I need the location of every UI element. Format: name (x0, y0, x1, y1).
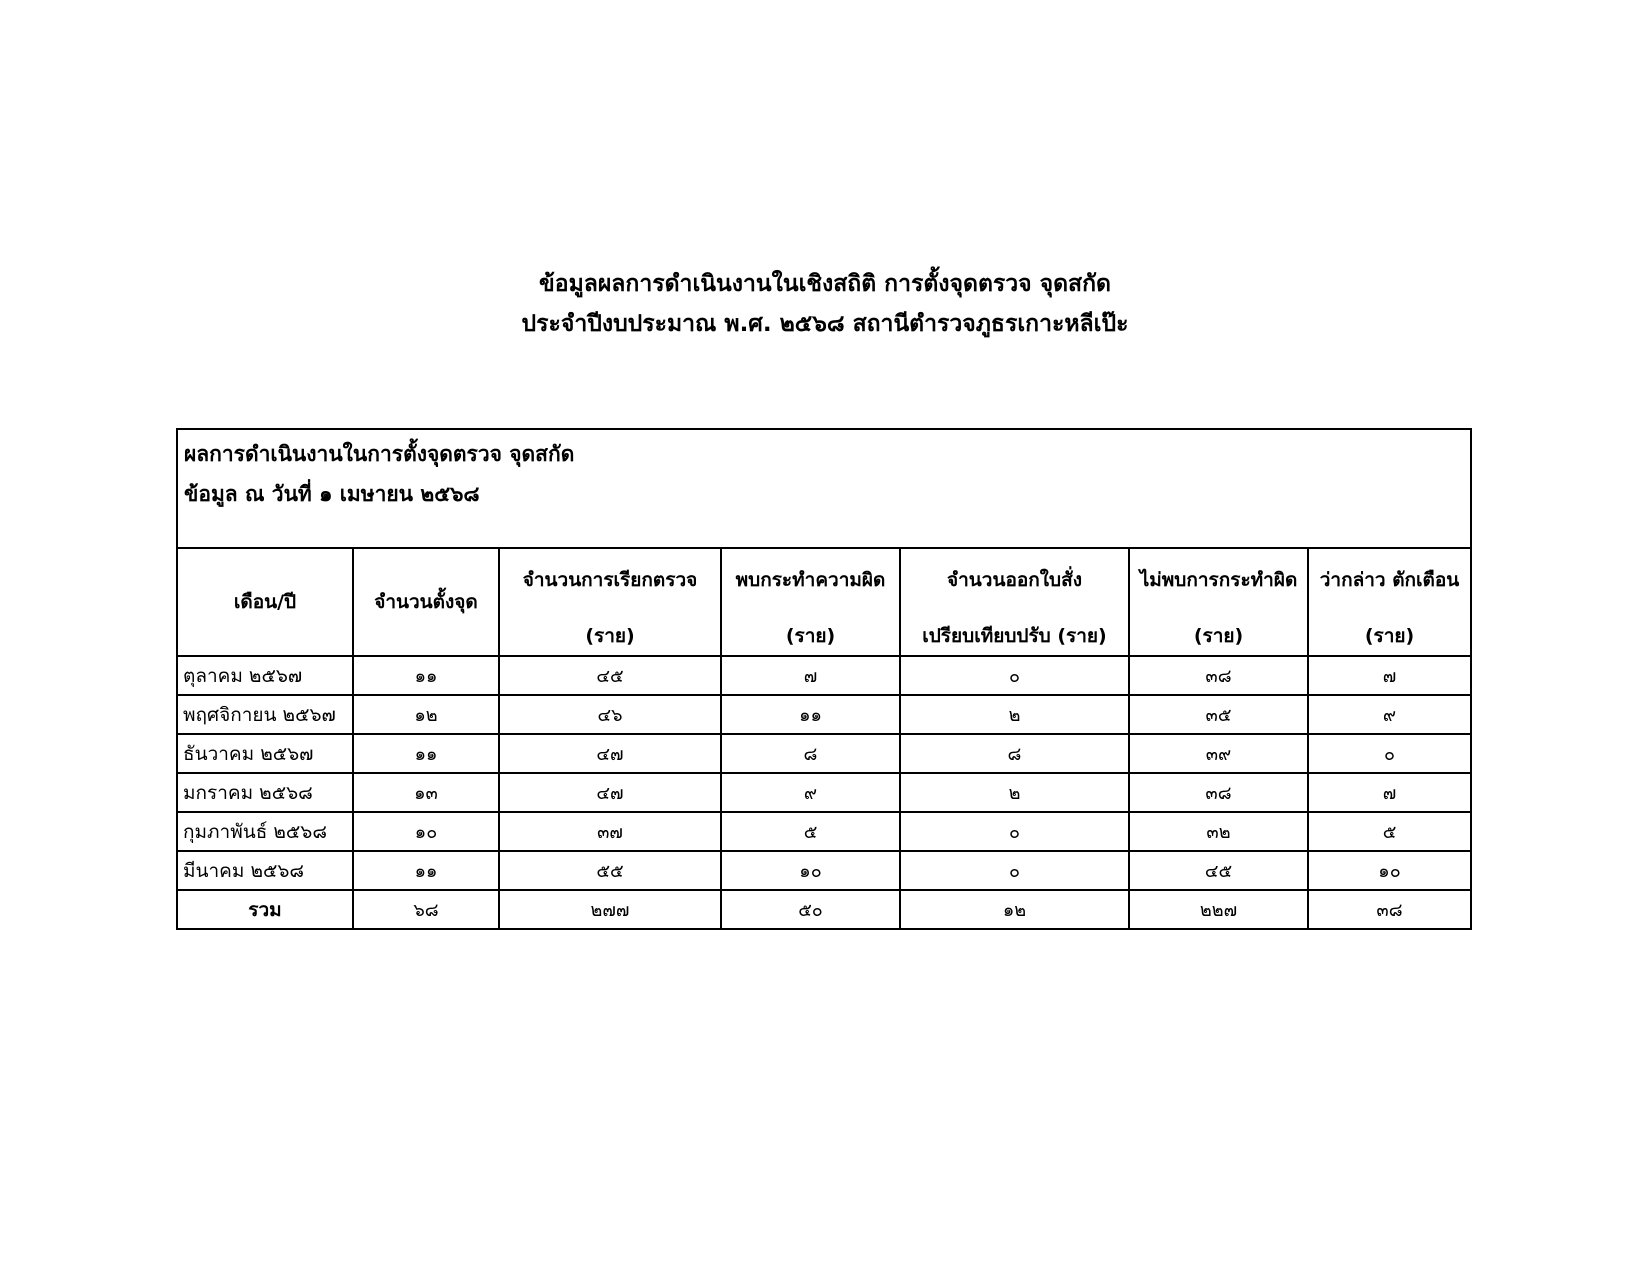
table-total-row (177, 890, 1471, 929)
row-tickets: ๐ (900, 812, 1129, 851)
total-no-offense: ๒๒๗ (1129, 890, 1308, 929)
table-row (177, 695, 1471, 734)
document-subtitle: ประจำปีงบประมาณ พ.ศ. ๒๕๖๘ สถานีตำรวจภูธรเกาะหลีเป๊ะ (521, 311, 1129, 337)
row-no-offense: ๔๕ (1129, 851, 1308, 890)
row-month: พฤศจิกายน ๒๕๖๗ (177, 695, 353, 734)
row-offenses: ๑๐ (721, 851, 900, 890)
table-row (177, 812, 1471, 851)
header-no-offense: ไม่พบการกระทำผิด (ราย) (1129, 548, 1308, 656)
total-inspections: ๒๗๗ (499, 890, 721, 929)
row-warnings: ๑๐ (1308, 851, 1471, 890)
header-inspections: จำนวนการเรียกตรวจ (ราย) (499, 548, 721, 656)
row-inspections: ๕๕ (499, 851, 721, 890)
row-offenses: ๕ (721, 812, 900, 851)
row-checkpoints: ๑๓ (353, 773, 499, 812)
table-row (177, 773, 1471, 812)
row-offenses: ๙ (721, 773, 900, 812)
header-month-year: เดือน/ปี (177, 548, 353, 656)
row-warnings: ๐ (1308, 734, 1471, 773)
total-warnings: ๓๘ (1308, 890, 1471, 929)
row-warnings: ๙ (1308, 695, 1471, 734)
row-tickets: ๒ (900, 773, 1129, 812)
row-tickets: ๒ (900, 695, 1129, 734)
table-caption-row (177, 429, 1471, 548)
row-month: มกราคม ๒๕๖๘ (177, 773, 353, 812)
row-month: มีนาคม ๒๕๖๘ (177, 851, 353, 890)
row-tickets: ๘ (900, 734, 1129, 773)
row-warnings: ๕ (1308, 812, 1471, 851)
row-checkpoints: ๑๒ (353, 695, 499, 734)
results-table (176, 428, 1472, 930)
row-checkpoints: ๑๑ (353, 851, 499, 890)
header-offenses-found: พบกระทำความผิด (ราย) (721, 548, 900, 656)
total-label: รวม (177, 890, 353, 929)
total-tickets: ๑๒ (900, 890, 1129, 929)
row-month: ธันวาคม ๒๕๖๗ (177, 734, 353, 773)
row-checkpoints: ๑๑ (353, 656, 499, 695)
row-no-offense: ๓๙ (1129, 734, 1308, 773)
row-no-offense: ๓๘ (1129, 656, 1308, 695)
row-inspections: ๓๗ (499, 812, 721, 851)
total-offenses: ๕๐ (721, 890, 900, 929)
row-month: กุมภาพันธ์ ๒๕๖๘ (177, 812, 353, 851)
row-month: ตุลาคม ๒๕๖๗ (177, 656, 353, 695)
total-checkpoints: ๖๘ (353, 890, 499, 929)
row-inspections: ๔๖ (499, 695, 721, 734)
table-caption (177, 429, 1471, 548)
header-warnings: ว่ากล่าว ตักเตือน (ราย) (1308, 548, 1471, 656)
table-row (177, 734, 1471, 773)
header-tickets-issued: จำนวนออกใบสั่ง เปรียบเทียบปรับ (ราย) (900, 548, 1129, 656)
header-checkpoint-count: จำนวนตั้งจุด (353, 548, 499, 656)
row-offenses: ๑๑ (721, 695, 900, 734)
row-inspections: ๔๗ (499, 734, 721, 773)
table-caption-title: ผลการดำเนินงานในการตั้งจุดตรวจ จุดสกัด (184, 442, 575, 466)
row-offenses: ๗ (721, 656, 900, 695)
row-offenses: ๘ (721, 734, 900, 773)
row-checkpoints: ๑๐ (353, 812, 499, 851)
table-caption-date: ข้อมูล ณ วันที่ ๑ เมษายน ๒๕๖๘ (184, 482, 480, 506)
row-no-offense: ๓๘ (1129, 773, 1308, 812)
row-no-offense: ๓๕ (1129, 695, 1308, 734)
row-inspections: ๔๕ (499, 656, 721, 695)
table-row (177, 851, 1471, 890)
table-header-row (177, 548, 1471, 656)
table-row (177, 656, 1471, 695)
row-warnings: ๗ (1308, 656, 1471, 695)
row-tickets: ๐ (900, 656, 1129, 695)
row-checkpoints: ๑๑ (353, 734, 499, 773)
row-warnings: ๗ (1308, 773, 1471, 812)
row-inspections: ๔๗ (499, 773, 721, 812)
document-title: ข้อมูลผลการดำเนินงานในเชิงสถิติ การตั้งจุดตรวจ จุดสกัด (539, 271, 1111, 297)
row-tickets: ๐ (900, 851, 1129, 890)
row-no-offense: ๓๒ (1129, 812, 1308, 851)
